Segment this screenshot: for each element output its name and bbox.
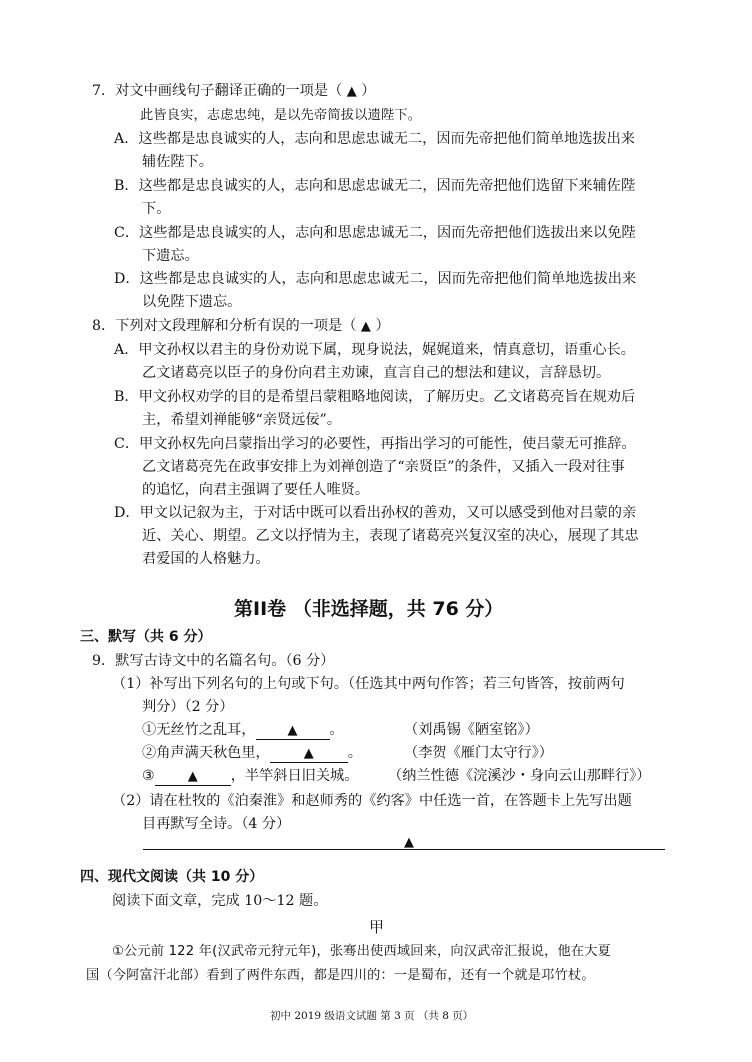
- q7-option-d-line1: D．这些都是忠良诚实的人，志向和思虑忠诚无二，因而先帝把他们简单地选拔出来: [114, 271, 637, 287]
- q9-stem: 9．默写古诗文中的名篇名句。（6 分）: [92, 653, 335, 669]
- page-footer: 初中 2019 级语文试题 第 3 页 （共 8 页）: [270, 1010, 474, 1022]
- fill-item-2-source: （李贺《雁门太守行》）: [404, 745, 553, 761]
- answer-marker-icon: ▲: [287, 723, 298, 738]
- fill-item-1: ①无丝竹之乱耳， ▲ 。: [142, 722, 344, 738]
- fill-blank[interactable]: [270, 745, 348, 763]
- q9-sub2-line2: 目再默写全诗。（4 分）: [142, 816, 291, 832]
- fill-item-1-source: （刘禹锡《陋室铭》）: [404, 722, 539, 738]
- fill-blank[interactable]: [155, 768, 231, 786]
- fill-item-3: ③ ▲ ，半竿斜日旧关城。: [142, 768, 359, 784]
- passage-paragraph-1-line1: ①公元前 122 年(汉武帝元狩元年)，张骞出使西域回来，向汉武帝汇报说，他在大夏: [112, 944, 612, 959]
- q8-option-c-line2: 乙文诸葛亮先在政事安排上为刘禅创造了“亲贤臣”的条件，又插入一段对往事: [142, 459, 625, 475]
- q8-option-c-line3: 的追忆，向君主强调了要任人唯贤。: [142, 482, 370, 498]
- q8-option-b-line2: 主，希望刘禅能够“亲贤远佞”。: [142, 412, 341, 428]
- passage-title: 甲: [369, 918, 385, 936]
- q8-option-d-line3: 君爱国的人格魅力。: [142, 551, 270, 567]
- q7-option-a-line2: 辅佐陛下。: [142, 154, 213, 170]
- q7-option-b-line2: 下。: [142, 201, 171, 217]
- section-4-instruction: 阅读下面文章，完成 10～12 题。: [112, 893, 328, 909]
- q7-option-b-line1: B．这些都是忠良诚实的人，志向和思虑忠诚无二，因而先帝把他们选留下来辅佐陛: [114, 178, 636, 194]
- q8-stem: 8．下列对文段理解和分析有误的一项是（ ▲ ）: [92, 318, 390, 334]
- section-3-heading: 三、默写（共 6 分）: [80, 629, 212, 645]
- q7-option-c-line2: 下遗忘。: [142, 248, 199, 264]
- q8-option-a-line2: 乙文诸葛亮以臣子的身份向君主劝谏，直言自己的想法和建议，言辞恳切。: [142, 365, 611, 381]
- q8-option-c-line1: C．甲文孙权先向吕蒙指出学习的必要性，再指出学习的可能性，使吕蒙无可推辞。: [114, 436, 636, 452]
- answer-line[interactable]: [143, 849, 665, 850]
- section-4-heading: 四、现代文阅读（共 10 分）: [80, 869, 264, 885]
- q8-option-d-line1: D．甲文以记叙为主，于对话中既可以看出孙权的善劝，又可以感受到他对吕蒙的亲: [114, 505, 637, 521]
- q9-sub1-line1: （1）补写出下列名句的上句或下句。（任选其中两句作答；若三句皆答，按前两句: [112, 676, 625, 692]
- q8-option-b-line1: B．甲文孙权劝学的目的是希望吕蒙粗略地阅读，了解历史。乙文诸葛亮旨在规劝后: [114, 389, 636, 405]
- q7-option-a-line1: A．这些都是忠良诚实的人，志向和思虑忠诚无二，因而先帝把他们简单地选拔出来: [114, 131, 635, 147]
- answer-marker-icon: ▲: [404, 835, 414, 850]
- q7-quote: 此皆良实，志虑忠纯，是以先帝简拔以遗陛下。: [140, 108, 422, 123]
- fill-item-3-source: （纳兰性德《浣溪沙・身向云山那畔行》）: [388, 768, 651, 784]
- answer-marker-icon: ▲: [346, 84, 357, 99]
- passage-paragraph-1-line2: 国（今阿富汗北部）看到了两件东西，都是四川的：一是蜀布，还有一个就是邛竹杖。: [86, 968, 595, 983]
- answer-marker-icon: ▲: [187, 769, 198, 784]
- q7-option-c-line1: C．这些都是忠良诚实的人，志向和思虑忠诚无二，因而先帝把他们选拔出来以免陛: [114, 225, 636, 241]
- part-ii-title: 第II卷 （非选择题，共 76 分）: [234, 598, 504, 620]
- answer-marker-icon: ▲: [303, 746, 314, 761]
- answer-marker-icon: ▲: [360, 319, 371, 334]
- fill-blank[interactable]: [256, 722, 330, 740]
- q7-stem: 7．对文中画线句子翻译正确的一项是（ ▲ ）: [92, 83, 376, 99]
- q8-option-a-line1: A．甲文孙权以君主的身份劝说下属，现身说法，娓娓道来，情真意切，语重心长。: [114, 342, 635, 358]
- fill-item-2: ②角声满天秋色里， ▲ 。: [142, 745, 362, 761]
- q9-sub1-line2: 判分）（2 分）: [142, 699, 234, 715]
- q9-sub2-line1: （2）请在杜牧的《泊秦淮》和赵师秀的《约客》中任选一首，在答题卡上先写出题: [112, 793, 632, 809]
- q7-option-d-line2: 以免陛下遗忘。: [142, 294, 242, 310]
- q8-option-d-line2: 近、关心、期望。乙文以抒情为主，表现了诸葛亮兴复汉室的决心，展现了其忠: [142, 528, 639, 544]
